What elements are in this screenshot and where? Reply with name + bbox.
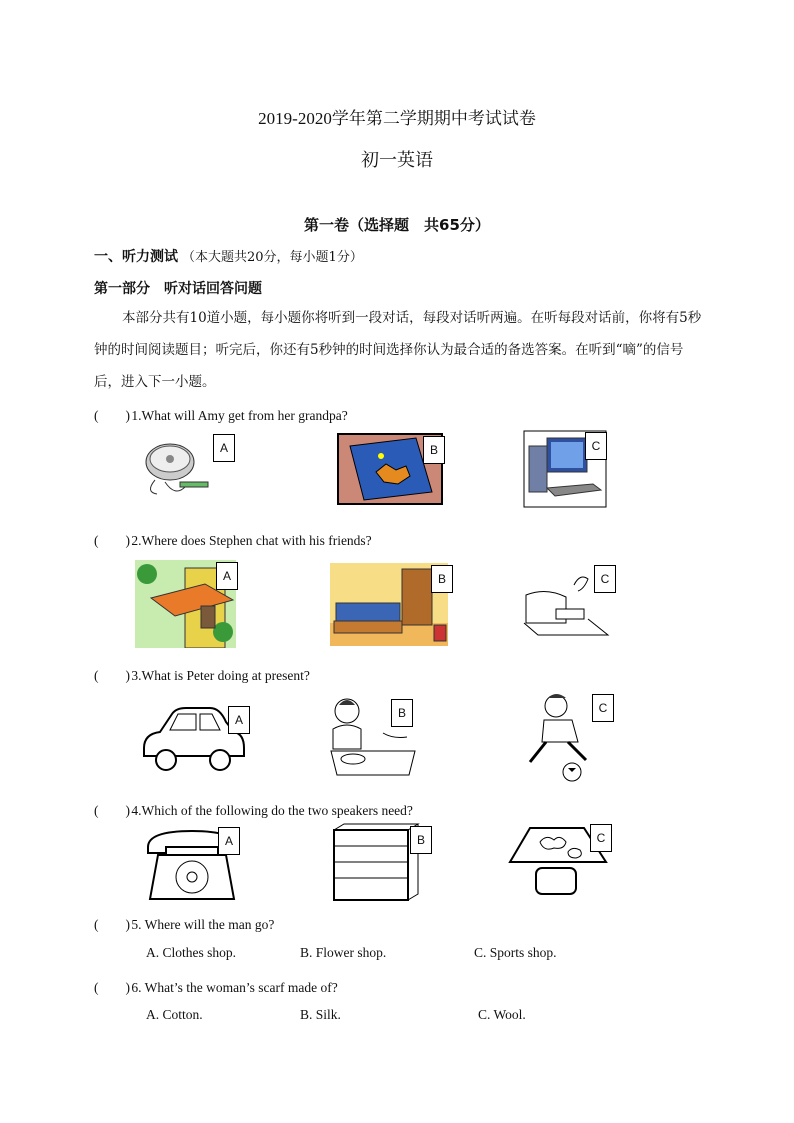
living-room-picture (518, 565, 614, 637)
option-label: C (592, 694, 614, 722)
option-label: A (216, 562, 238, 590)
question-4 (94, 799, 413, 819)
football-picture (520, 692, 615, 784)
answer-paren[interactable]: ( ) (94, 408, 130, 423)
section-title: 一、听力测试 (94, 249, 178, 265)
telephone-picture (140, 825, 240, 903)
option-label: B (410, 826, 432, 854)
option-label: B (391, 699, 413, 727)
answer-paren[interactable]: ( ) (94, 980, 130, 995)
option-label: B (423, 436, 445, 464)
question-text: 2.Where does Stephen chat with his friends? (131, 533, 372, 548)
exam-title: 2019-2020学年第二学期期中考试试卷 (258, 109, 536, 128)
question-2 (94, 529, 372, 549)
car-picture (138, 700, 250, 775)
option-a[interactable]: A. Clothes shop. (146, 945, 237, 960)
question-text: 1.What will Amy get from her grandpa? (131, 408, 348, 423)
option-b[interactable]: B. Silk. (300, 1007, 341, 1022)
answer-paren[interactable]: ( ) (94, 917, 130, 932)
option-b[interactable]: B. Flower shop. (300, 945, 387, 960)
balcony-picture (135, 560, 236, 648)
section-heading (94, 246, 363, 266)
subject-title: 初一英语 (361, 150, 433, 170)
instructions: 本部分共有10道小题，每小题你将听到一段对话，每段对话听两遍。在听每段对话前，你将有5秒钟的时间阅读题目；听完后，你还有5秒钟的时间选择你认为最合适的备选答案。在听到“嘀”的信号后，进入下一小题。 (94, 310, 702, 390)
option-c[interactable]: C. Wool. (478, 1007, 526, 1022)
option-label: A (228, 706, 250, 734)
cd-player-picture (135, 432, 235, 504)
question-1 (94, 404, 348, 424)
option-label: B (431, 565, 453, 593)
question-text: 5. Where will the man go? (131, 917, 275, 932)
answer-paren[interactable]: ( ) (94, 803, 130, 818)
section-note: （本大题共20分，每小题1分） (182, 250, 363, 265)
option-label: A (218, 827, 240, 855)
option-label: C (585, 432, 607, 460)
bookshelf-picture (330, 822, 434, 902)
question-6 (94, 976, 338, 996)
option-label: A (213, 434, 235, 462)
option-label: C (594, 565, 616, 593)
bedroom-picture (330, 563, 448, 646)
computer-picture (523, 430, 607, 508)
option-a[interactable]: A. Cotton. (146, 1007, 203, 1022)
option-c[interactable]: C. Sports shop. (474, 945, 557, 960)
answer-paren[interactable]: ( ) (94, 668, 130, 683)
question-text: 6. What’s the woman’s scarf made of? (131, 980, 338, 995)
cooking-picture (325, 693, 419, 778)
part-title: 第一部分 听对话回答问题 (94, 281, 262, 297)
question-text: 4.Which of the following do the two speakers need? (131, 803, 413, 818)
question-3 (94, 664, 310, 684)
option-label: C (590, 824, 612, 852)
question-text: 3.What is Peter doing at present? (131, 668, 310, 683)
volume-title: 第一卷（选择题 共65分） (304, 216, 490, 234)
answer-paren[interactable]: ( ) (94, 533, 130, 548)
lamp-picture (506, 822, 611, 902)
question-5 (94, 913, 274, 933)
painting-picture (336, 432, 446, 507)
